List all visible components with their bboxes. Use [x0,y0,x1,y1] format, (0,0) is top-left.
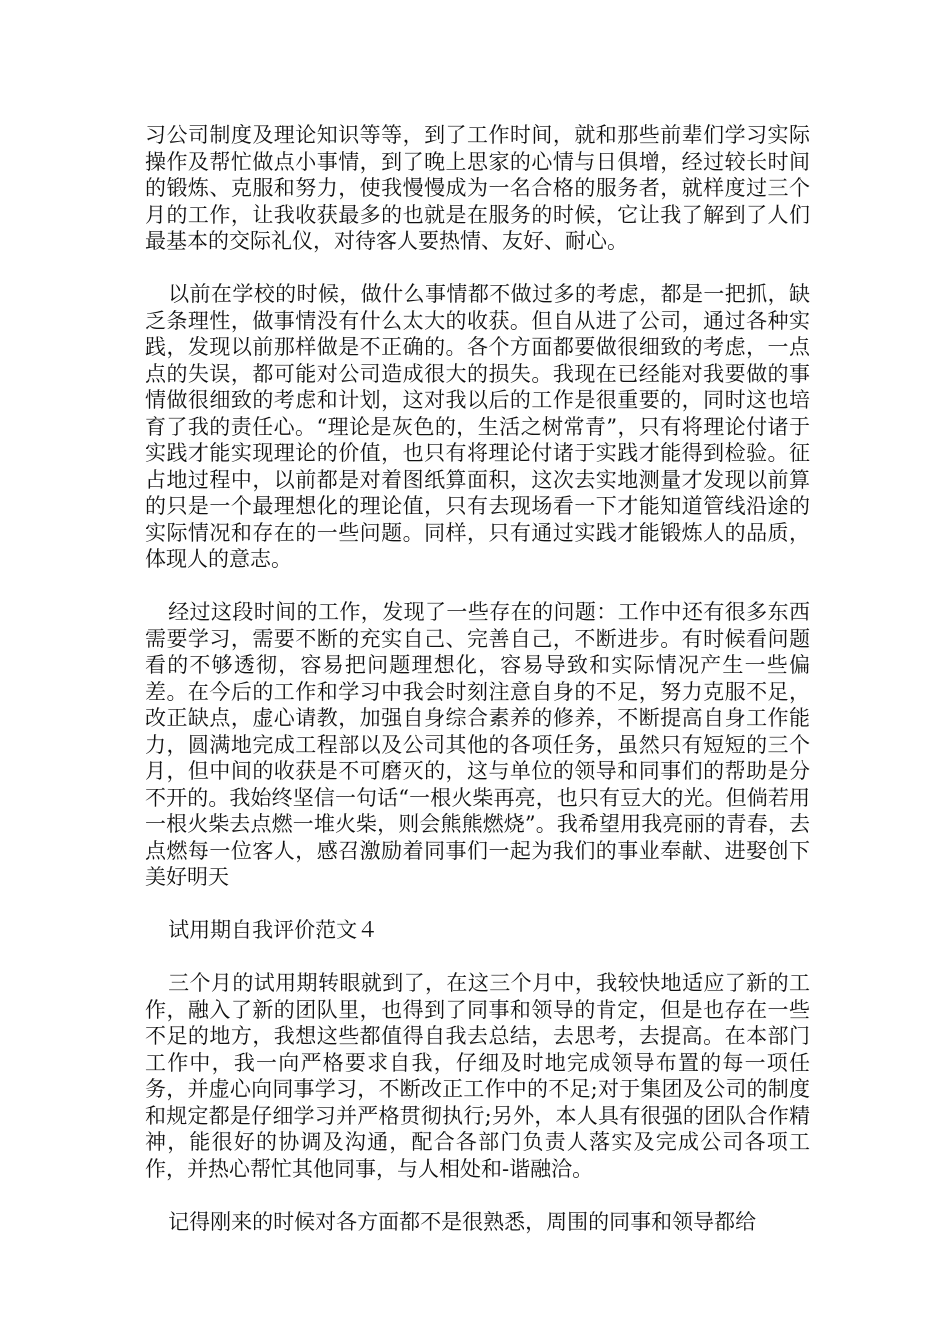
document-body [145,122,810,1262]
paragraph: 三个月的试用期转眼就到了，在这三个月中，我较快地适应了新的工作，融入了新的团队里，也得到了同事和领导的肯定，但是也存在一些不足的地方，我想这些都值得自我去总结，去思考，去提高。在本部门工作中，我一向严格要求自我，仔细及时地完成领导布置的每一项任务，并虚心向同事学习，不断改正工作中的不足;对于集团及公司的制度和规定都是仔细学习并严格贯彻执行;另外，本人具有很强的团队合作精神，能很好的协调及沟通，配合各部门负责人落实及完成公司各项工作，并热心帮忙其他同事，与人相处和-谐融洽。 [145,971,810,1181]
paragraph: 习公司制度及理论知识等等，到了工作时间，就和那些前辈们学习实际操作及帮忙做点小事情，到了晚上思家的心情与日俱增，经过较长时间的锻炼、克服和努力，使我慢慢成为一名合格的服务者，就样度过三个月的工作，让我收获最多的也就是在服务的时候，它让我了解到了人们最基本的交际礼仪，对待客人要热情、友好、耐心。 [145,123,810,253]
section-heading: 试用期自我评价范文４ [168,918,379,942]
paragraph: 以前在学校的时候，做什么事情都不做过多的考虑，都是一把抓，缺乏条理性，做事情没有什么太大的收获。但自从进了公司，通过各种实践，发现以前那样做是不正确的。各个方面都要做很细致的考虑，一点点的失误，都可能对公司造成很大的损失。我现在已经能对我要做的事情做很细致的考虑和计划，这对我以后的工作是很重要的，同时这也培育了我的责任心。“理论是灰色的，生活之树常青”，只有将理论付诸于实践才能实现理论的价值，也只有将理论付诸于实践才能得到检验。征占地过程中，以前都是对着图纸算面积，这次去实地测量才发现以前算的只是一个最理想化的理论值，只有去现场看一下才能知道管线沿途的实际情况和存在的一些问题。同样，只有通过实践才能锻炼人的品质，体现人的意志。 [145,282,810,571]
paragraph: 经过这段时间的工作，发现了一些存在的问题：工作中还有很多东西需要学习，需要不断的充实自己、完善自己，不断进步。有时候看问题看的不够透彻，容易把问题理想化，容易导致和实际情况产生一些偏差。在今后的工作和学习中我会时刻注意自身的不足，努力克服不足，改正缺点，虚心请教，加强自身综合素养的修养，不断提高自身工作能力，圆满地完成工程部以及公司其他的各项任务，虽然只有短短的三个月，但中间的收获是不可磨灭的，这与单位的领导和同事们的帮助是分不开的。我始终坚信一句话“一根火柴再亮，也只有豆大的光。但倘若用一根火柴去点燃一堆火柴，则会熊熊燃烧”。我希望用我亮丽的青春，去点燃每一位客人，感召激励着同事们一起为我们的事业奉献、进娶创下美好明天 [145,600,810,889]
paragraph: 记得刚来的时候对各方面都不是很熟悉，周围的同事和领导都给 [168,1209,757,1234]
